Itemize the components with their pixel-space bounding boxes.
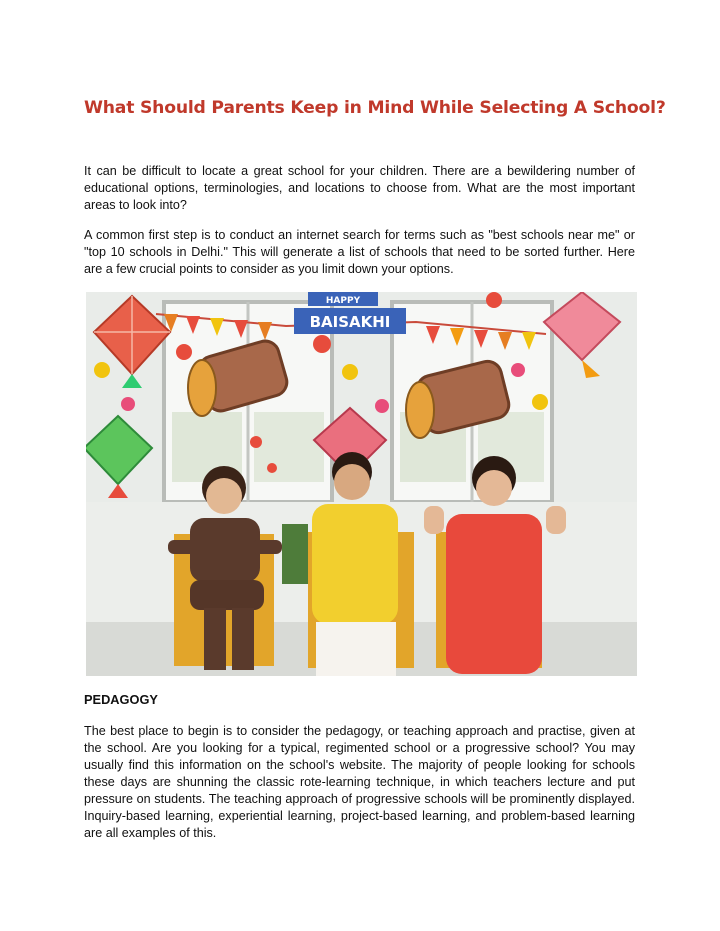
article-title: What Should Parents Keep in Mind While Selecting A School?: [84, 97, 666, 118]
section-heading-pedagogy: PEDAGOGY: [84, 692, 158, 707]
classroom-photo: [86, 292, 637, 676]
pedagogy-paragraph: The best place to begin is to consider the pedagogy, or teaching approach and practise, given at the school. Are you looking for a typical, regimented school or a progressive school? You may usually find this information on the school's website. The majority of people looking for schools these days are shunning the classic rote-learning technique, in which teachers lecture and put pressure on students. The teaching approach of progressive schools will be prominently displayed. Inquiry-based learning, experiential learning, project-based learning, and problem-based learning are all examples of this.: [84, 724, 635, 840]
banner-text: BAISAKHI: [309, 313, 391, 331]
search-paragraph: A common first step is to conduct an internet search for terms such as "best schools near me" or "top 10 schools in Delhi." This will generate a list of schools that need to be sorted further. Here are a few crucial points to consider as you limit down your options.: [84, 228, 635, 276]
banner-top-text: HAPPY: [325, 296, 361, 306]
intro-paragraph: It can be difficult to locate a great school for your children. There are a bewildering number of educational options, terminologies, and locations to choose from. What are the most important areas to look into?: [84, 164, 635, 212]
